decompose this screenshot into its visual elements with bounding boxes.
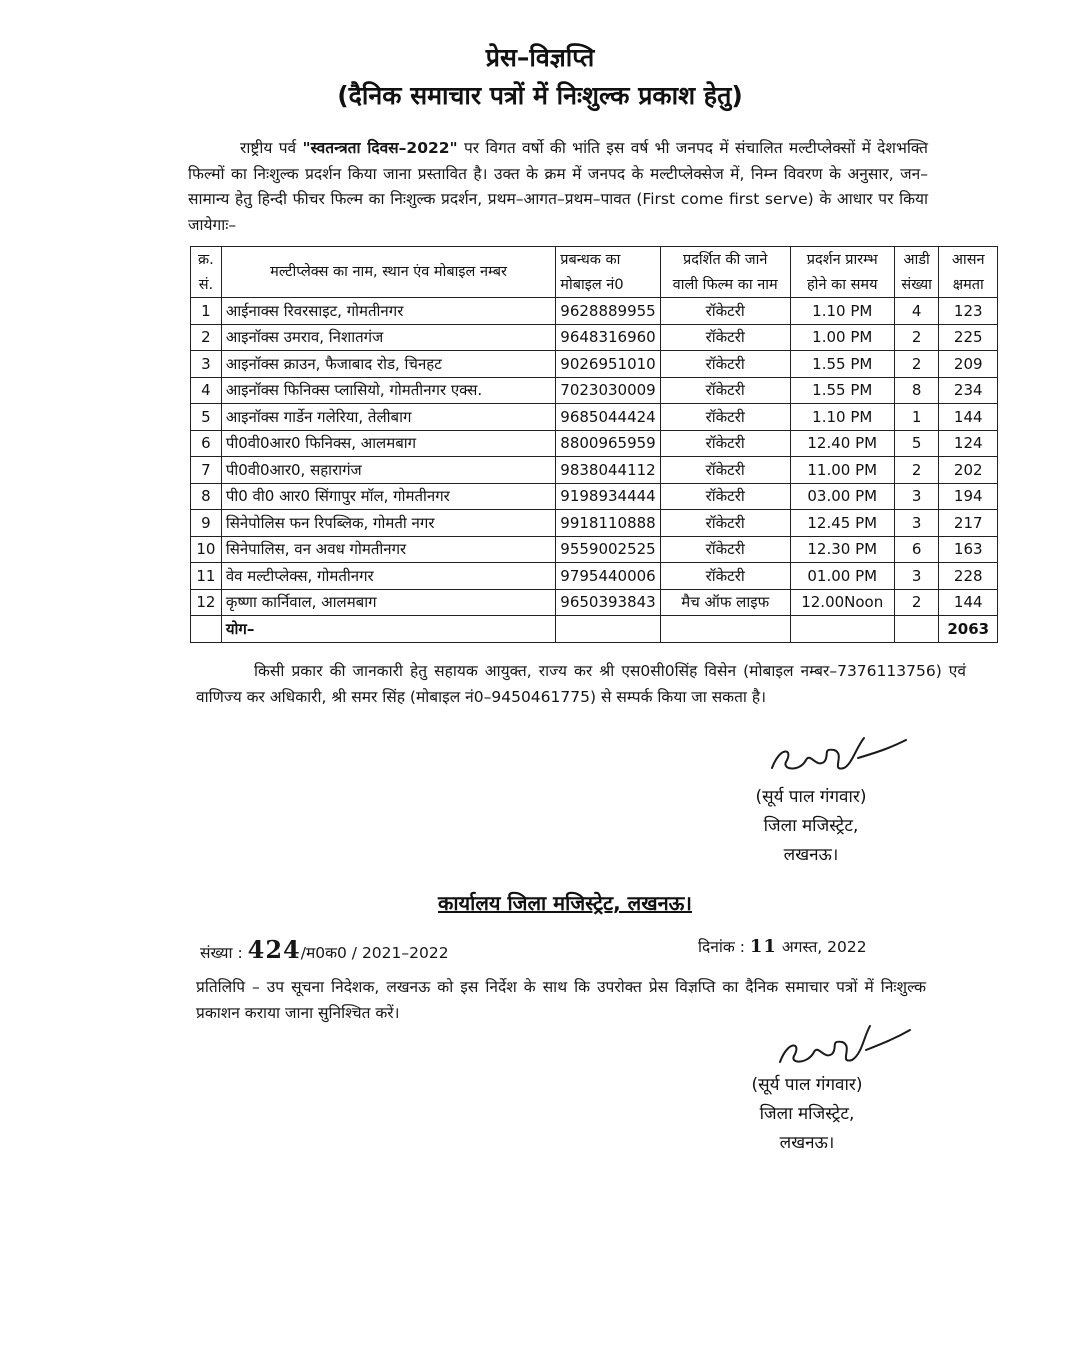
total-capacity-value: 2063 — [939, 616, 998, 643]
cell-manager-mobile: 9650393843 — [556, 589, 660, 616]
header-auditorium-2: संख्या — [894, 272, 939, 298]
cell-multiplex-name: सिनेपालिस, वन अवध गोमतीनगर — [221, 536, 555, 563]
header-mobile: प्रबन्धक का — [556, 247, 660, 273]
cell-multiplex-name: आइनॉक्स उमराव, निशातगंज — [221, 324, 555, 351]
total-blank-sn — [191, 616, 222, 643]
cell-show-time: 12.40 PM — [790, 430, 894, 457]
cell-auditorium-count: 2 — [894, 351, 939, 378]
table-row — [191, 404, 998, 431]
cell-multiplex-name: पी0 वी0 आर0 सिंगापुर मॉल, गोमतीनगर — [221, 483, 555, 510]
header-sn: क्र. — [191, 247, 222, 273]
table-body — [191, 298, 998, 616]
cell-manager-mobile: 9026951010 — [556, 351, 660, 378]
cell-auditorium-count: 1 — [894, 404, 939, 431]
table-row — [191, 483, 998, 510]
cell-auditorium-count: 2 — [894, 589, 939, 616]
cell-film-name: रॉकेटरी — [660, 324, 790, 351]
cell-multiplex-name: पी0वी0आर0, सहारागंज — [221, 457, 555, 484]
signature-1 — [760, 728, 940, 788]
cell-multiplex-name: आइनॉक्स क्राउन, फैजाबाद रोड, चिनहट — [221, 351, 555, 378]
cell-film-name: रॉकेटरी — [660, 351, 790, 378]
cell-manager-mobile: 8800965959 — [556, 430, 660, 457]
cell-show-time: 11.00 PM — [790, 457, 894, 484]
copy-paragraph: प्रतिलिपि – उप सूचना निदेशक, लखनऊ को इस निर्देश के साथ कि उपरोक्त प्रेस विज्ञप्ति का दैनिक समाचार पत्रों में निःशुल्क प्रकाशन कराया जाना सुनिश्चित करें। — [196, 978, 926, 1022]
total-blank-time — [790, 616, 894, 643]
document-subtitle: (दैनिक समाचार पत्रों में निःशुल्क प्रकाश हेतु) — [337, 81, 743, 110]
intro-bold-festival: "स्वतन्त्रता दिवस–2022" — [302, 139, 458, 157]
table-row — [191, 536, 998, 563]
table-row — [191, 377, 998, 404]
cell-seat-capacity: 124 — [939, 430, 998, 457]
cell-multiplex-name: कृष्णा कार्निवाल, आलमबाग — [221, 589, 555, 616]
header-auditorium: आडी — [894, 247, 939, 273]
cell-auditorium-count: 8 — [894, 377, 939, 404]
cell-multiplex-name: आईनाक्स रिवरसाइट, गोमतीनगर — [221, 298, 555, 325]
cell-auditorium-count: 3 — [894, 510, 939, 537]
cell-manager-mobile: 9648316960 — [556, 324, 660, 351]
cell-auditorium-count: 6 — [894, 536, 939, 563]
cell-serial-number: 10 — [191, 536, 222, 563]
cell-auditorium-count: 5 — [894, 430, 939, 457]
cell-auditorium-count: 4 — [894, 298, 939, 325]
cell-auditorium-count: 3 — [894, 483, 939, 510]
cell-film-name: रॉकेटरी — [660, 536, 790, 563]
cell-film-name: रॉकेटरी — [660, 483, 790, 510]
handwritten-signature-icon — [760, 728, 940, 788]
cell-show-time: 12.30 PM — [790, 536, 894, 563]
table-row — [191, 298, 998, 325]
signatory-designation: जिला मजिस्ट्रेट, — [763, 816, 859, 836]
cell-multiplex-name: आइनॉक्स फिनिक्स प्लासियो, गोमतीनगर एक्स. — [221, 377, 555, 404]
cell-serial-number: 12 — [191, 589, 222, 616]
cell-film-name: रॉकेटरी — [660, 298, 790, 325]
cell-serial-number: 3 — [191, 351, 222, 378]
cell-show-time: 1.55 PM — [790, 351, 894, 378]
cell-manager-mobile: 9838044112 — [556, 457, 660, 484]
office-heading: कार्यालय जिला मजिस्ट्रेट, लखनऊ। — [438, 891, 692, 915]
cell-film-name: रॉकेटरी — [660, 457, 790, 484]
header-capacity-2: क्षमता — [939, 272, 998, 298]
signature-block-1 — [726, 783, 896, 870]
cell-seat-capacity: 228 — [939, 563, 998, 590]
cell-serial-number: 6 — [191, 430, 222, 457]
header-mobile-2: मोबाइल नं0 — [556, 272, 660, 298]
cell-seat-capacity: 144 — [939, 404, 998, 431]
cell-seat-capacity: 163 — [939, 536, 998, 563]
cell-serial-number: 1 — [191, 298, 222, 325]
cell-multiplex-name: पी0वी0आर0 फिनिक्स, आलमबाग — [221, 430, 555, 457]
total-blank-aud — [894, 616, 939, 643]
cell-serial-number: 9 — [191, 510, 222, 537]
handwritten-signature-icon — [770, 1018, 950, 1078]
intro-paragraph — [188, 136, 928, 238]
cell-film-name: रॉकेटरी — [660, 430, 790, 457]
header-time-2: होने का समय — [790, 272, 894, 298]
cell-auditorium-count: 3 — [894, 563, 939, 590]
multiplex-screening-table — [190, 246, 998, 643]
cell-seat-capacity: 225 — [939, 324, 998, 351]
cell-show-time: 1.10 PM — [790, 298, 894, 325]
cell-show-time: 1.10 PM — [790, 404, 894, 431]
cell-seat-capacity: 144 — [939, 589, 998, 616]
header-sn-2: सं. — [191, 272, 222, 298]
cell-show-time: 12.45 PM — [790, 510, 894, 537]
intro-text-after: पर विगत वर्षो की भांति इस वर्ष भी जनपद में संचालित मल्टीप्लेक्सों में देशभक्ति फिल्मों का निःशुल्क प्रदर्शन किया जाना प्रस्तावित है। उक्त के क्रम में जनपद के मल्टीप्लेक्सेज में, निम्न विवरण के अनुसार, जन–सामान्य हेतु हिन्दी फीचर फिल्म का निःशुल्क प्रदर्शन, प्रथम–आगत–प्रथम–पावत (First come first serve) के आधार पर किया जायेगाः– — [188, 139, 929, 234]
table-row — [191, 324, 998, 351]
cell-multiplex-name: सिनेपोलिस फन रिपब्लिक, गोमती नगर — [221, 510, 555, 537]
cell-multiplex-name: आइनॉक्स गार्डेन गलेरिया, तेलीबाग — [221, 404, 555, 431]
cell-serial-number: 11 — [191, 563, 222, 590]
signatory-designation: जिला मजिस्ट्रेट, — [759, 1104, 855, 1124]
signature-block-2 — [722, 1071, 892, 1158]
cell-show-time: 1.00 PM — [790, 324, 894, 351]
cell-seat-capacity: 217 — [939, 510, 998, 537]
table-row — [191, 563, 998, 590]
cell-serial-number: 5 — [191, 404, 222, 431]
total-row — [191, 616, 998, 643]
cell-show-time: 12.00Noon — [790, 589, 894, 616]
cell-show-time: 1.55 PM — [790, 377, 894, 404]
cell-serial-number: 8 — [191, 483, 222, 510]
date-label: दिनांक : — [698, 938, 745, 956]
cell-manager-mobile: 9918110888 — [556, 510, 660, 537]
table-row — [191, 351, 998, 378]
cell-seat-capacity: 209 — [939, 351, 998, 378]
cell-manager-mobile: 9198934444 — [556, 483, 660, 510]
cell-manager-mobile: 9628889955 — [556, 298, 660, 325]
table-row — [191, 510, 998, 537]
cell-auditorium-count: 2 — [894, 324, 939, 351]
cell-auditorium-count: 2 — [894, 457, 939, 484]
header-multiplex-name: मल्टीप्लेक्स का नाम, स्थान एंव मोबाइल नम्बर — [221, 247, 555, 298]
cell-manager-mobile: 9685044424 — [556, 404, 660, 431]
cell-serial-number: 2 — [191, 324, 222, 351]
reference-number-line — [200, 935, 449, 964]
cell-multiplex-name: वेव मल्टीप्लेक्स, गोमतीनगर — [221, 563, 555, 590]
intro-text-before: राष्ट्रीय पर्व — [240, 139, 303, 157]
cell-manager-mobile: 9559002525 — [556, 536, 660, 563]
header-time: प्रदर्शन प्रारम्भ — [790, 247, 894, 273]
ref-label: संख्या : — [200, 944, 243, 962]
cell-serial-number: 4 — [191, 377, 222, 404]
total-blank-mobile — [556, 616, 660, 643]
table-row — [191, 457, 998, 484]
signatory-place: लखनऊ। — [779, 1133, 835, 1153]
ref-suffix: /म0क0 / 2021–2022 — [300, 944, 449, 962]
date-day-handwritten: 11 — [749, 936, 777, 957]
cell-manager-mobile: 7023030009 — [556, 377, 660, 404]
cell-seat-capacity: 202 — [939, 457, 998, 484]
cell-seat-capacity: 194 — [939, 483, 998, 510]
date-line — [698, 935, 867, 957]
date-rest: अगस्त, 2022 — [781, 938, 867, 956]
cell-film-name: मैच ऑफ लाइफ — [660, 589, 790, 616]
header-capacity: आसन — [939, 247, 998, 273]
total-label: योग– — [221, 616, 555, 643]
contact-paragraph: किसी प्रकार की जानकारी हेतु सहायक आयुक्त, राज्य कर श्री एस0सी0सिंह विसेन (मोबाइल नम्बर–7376113756) एवं वाणिज्य कर अधिकारी, श्री समर सिंह (मोबाइल नं0–9450461775) से सम्पर्क किया जा सकता है। — [196, 662, 966, 706]
cell-film-name: रॉकेटरी — [660, 510, 790, 537]
signatory-name: (सूर्य पाल गंगवार) — [755, 787, 867, 807]
cell-film-name: रॉकेटरी — [660, 404, 790, 431]
cell-film-name: रॉकेटरी — [660, 377, 790, 404]
document-title: प्रेस–विज्ञप्ति — [485, 43, 595, 72]
header-film-2: वाली फिल्म का नाम — [660, 272, 790, 298]
ref-number-handwritten: 424 — [247, 935, 301, 964]
cell-seat-capacity: 123 — [939, 298, 998, 325]
cell-show-time: 01.00 PM — [790, 563, 894, 590]
signature-2 — [770, 1018, 950, 1078]
signatory-name: (सूर्य पाल गंगवार) — [751, 1075, 863, 1095]
table-row — [191, 589, 998, 616]
cell-seat-capacity: 234 — [939, 377, 998, 404]
cell-serial-number: 7 — [191, 457, 222, 484]
header-film: प्रदर्शित की जाने — [660, 247, 790, 273]
total-blank-film — [660, 616, 790, 643]
cell-manager-mobile: 9795440006 — [556, 563, 660, 590]
cell-film-name: रॉकेटरी — [660, 563, 790, 590]
table-row — [191, 430, 998, 457]
signatory-place: लखनऊ। — [783, 845, 839, 865]
cell-show-time: 03.00 PM — [790, 483, 894, 510]
table-header-row — [191, 247, 998, 273]
